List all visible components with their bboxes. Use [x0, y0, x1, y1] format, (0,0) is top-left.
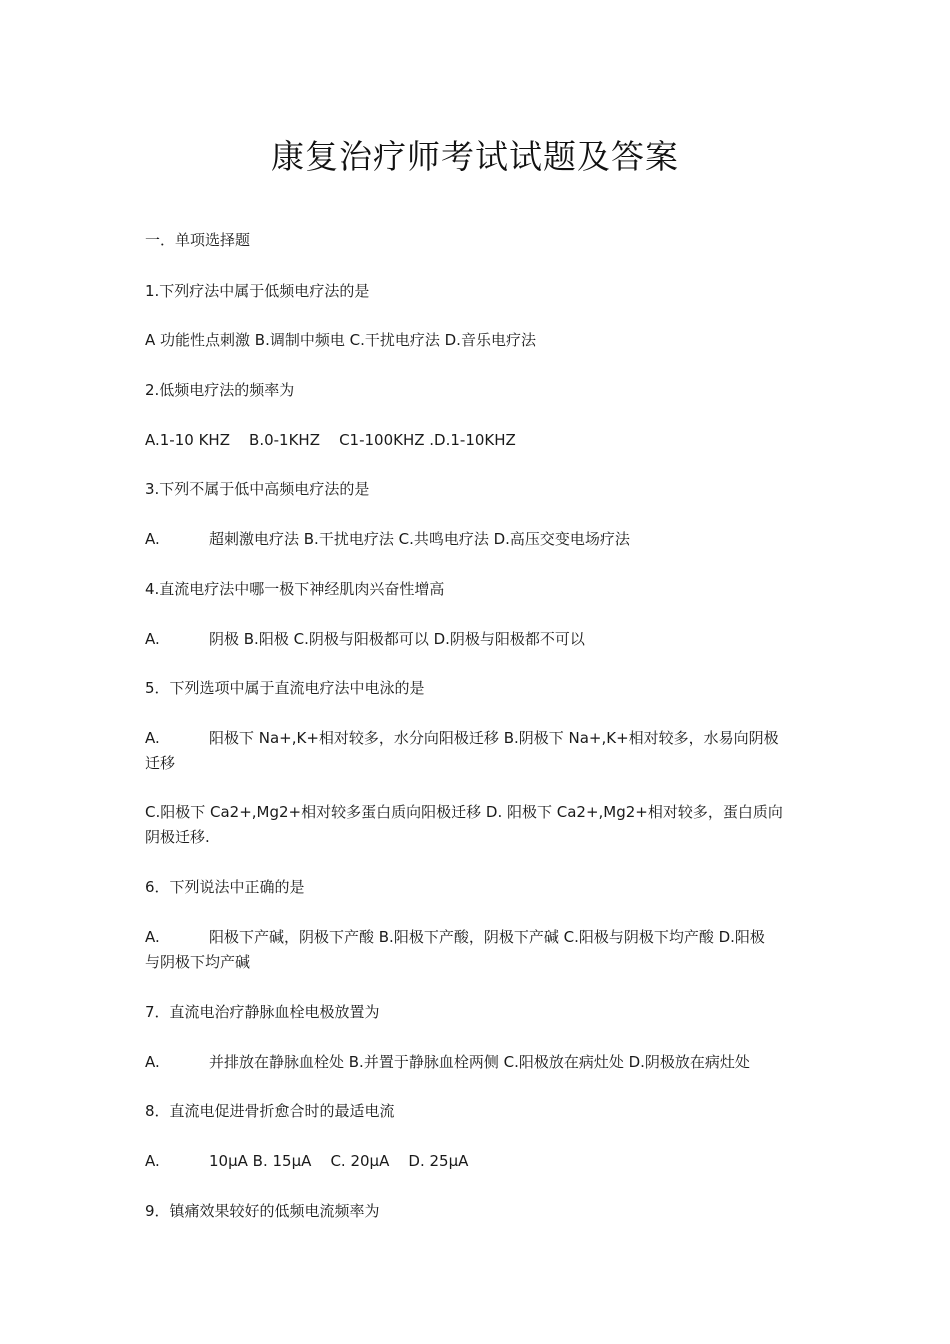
question-3-options-line — [145, 527, 810, 552]
question-6-options-continued: 与阴极下均产碱 — [145, 953, 251, 971]
question-3: 3.下列不属于低中高频电疗法的是 — [145, 480, 370, 498]
question-7: 7．直流电治疗静脉血栓电极放置为 — [145, 1003, 380, 1021]
question-5: 5．下列选项中属于直流电疗法中电泳的是 — [145, 679, 425, 697]
question-2: 2.低频电疗法的频率为 — [145, 381, 295, 399]
option-label: A. — [145, 1152, 160, 1170]
question-8-options: 10μA B. 15μA C. 20μA D. 25μA — [209, 1152, 469, 1170]
document-title: 康复治疗师考试试题及答案 — [271, 137, 679, 176]
question-1-options: A 功能性点刺激 B.调制中频电 C.干扰电疗法 D.音乐电疗法 — [145, 331, 536, 349]
question-4-options: 阴极 B.阳极 C.阴极与阳极都可以 D.阴极与阳极都不可以 — [209, 630, 585, 648]
question-9: 9．镇痛效果较好的低频电流频率为 — [145, 1202, 380, 1220]
option-label: A. — [145, 1053, 160, 1071]
question-4-options-line — [145, 627, 810, 652]
question-5-options: 阳极下 Na+,K+相对较多，水分向阳极迁移 B.阴极下 Na+,K+相对较多，水易向阴极 — [209, 729, 779, 747]
question-8: 8．直流电促进骨折愈合时的最适电流 — [145, 1102, 395, 1120]
question-7-options-line — [145, 1050, 810, 1075]
question-5-options-2: C.阳极下 Ca2+,Mg2+相对较多蛋白质向阳极迁移 D. 阳极下 Ca2+,Mg2+相对较多，蛋白质向 — [145, 803, 783, 821]
option-label: A. — [145, 729, 160, 747]
question-5-options-line — [145, 726, 810, 751]
question-6: 6．下列说法中正确的是 — [145, 878, 305, 896]
option-label: A. — [145, 630, 160, 648]
question-5-options-2-continued: 阴极迁移. — [145, 828, 210, 846]
question-2-options: A.1-10 KHZ B.0-1KHZ C1-100KHZ .D.1-10KHZ — [145, 431, 516, 449]
option-label: A. — [145, 928, 160, 946]
question-4: 4.直流电疗法中哪一极下神经肌肉兴奋性增高 — [145, 580, 445, 598]
question-3-options: 超刺激电疗法 B.干扰电疗法 C.共鸣电疗法 D.高压交变电场疗法 — [209, 530, 630, 548]
question-8-options-line — [145, 1149, 810, 1174]
question-5-options-continued: 迁移 — [145, 754, 176, 772]
question-6-options: 阳极下产碱，阴极下产酸 B.阳极下产酸，阴极下产碱 C.阳极与阴极下均产酸 D.阳极 — [209, 928, 765, 946]
option-label: A. — [145, 530, 160, 548]
section-heading: 一．单项选择题 — [145, 231, 251, 249]
question-7-options: 并排放在静脉血栓处 B.并置于静脉血栓两侧 C.阳极放在病灶处 D.阴极放在病灶处 — [209, 1053, 750, 1071]
question-6-options-line — [145, 925, 810, 950]
question-1: 1.下列疗法中属于低频电疗法的是 — [145, 282, 370, 300]
